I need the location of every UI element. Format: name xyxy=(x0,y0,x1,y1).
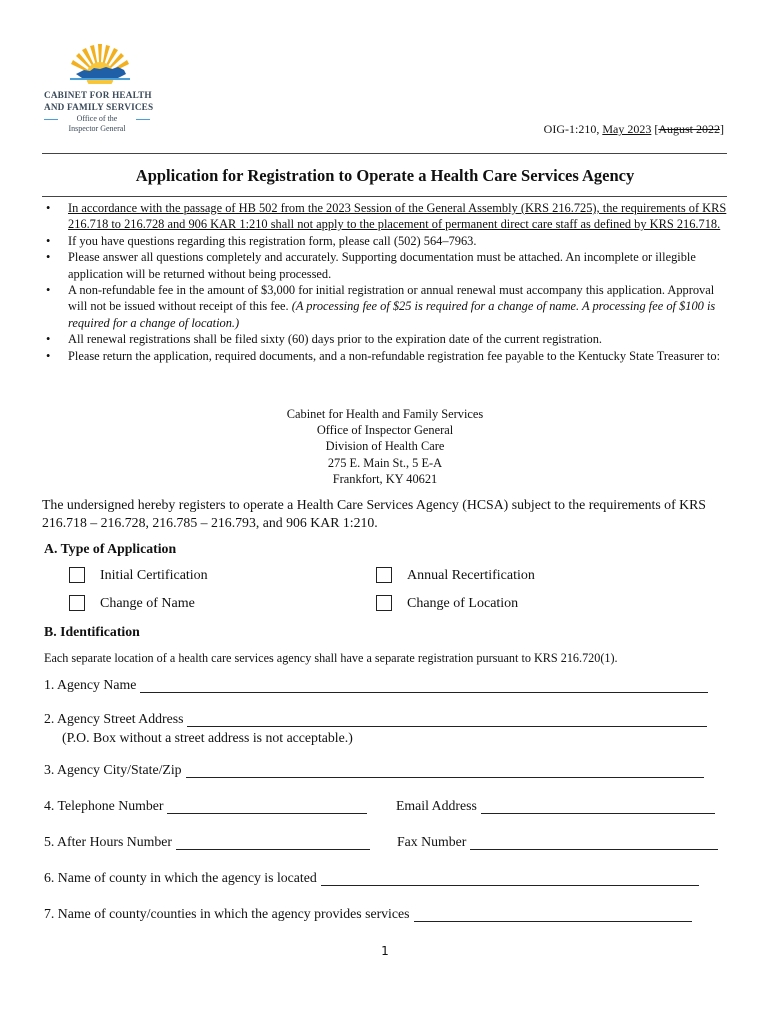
email-label: Email Address xyxy=(396,798,477,813)
contact-phone-note: If you have questions regarding this registration form, please call (502) 564–7963. xyxy=(68,233,477,248)
initial-certification-label: Initial Certification xyxy=(100,568,208,583)
initial-certification-checkbox[interactable] xyxy=(69,567,85,583)
page-number: 1 xyxy=(381,944,389,958)
list-item: • If you have questions regarding this registration form, please call (502) 564–7963. xyxy=(46,233,477,248)
email-field xyxy=(396,798,715,814)
agency-name-field xyxy=(44,677,708,693)
list-item: • All renewal registrations shall be filed sixty (60) days prior to the expiration date of the current registration. xyxy=(46,332,603,347)
agency-street-input[interactable] xyxy=(187,712,707,727)
annual-recertification-checkbox[interactable] xyxy=(376,567,392,583)
address-line: Cabinet for Health and Family Services xyxy=(286,407,484,421)
page-title: Application for Registration to Operate a Health Care Services Agency xyxy=(135,166,635,185)
processing-fee-note: (A processing fee of $25 is required for a change of name. A processing fee of $100 is required for a change of location.) xyxy=(68,299,716,330)
agency-name-input[interactable] xyxy=(140,678,708,693)
counties-served-field xyxy=(44,906,692,922)
form-id-date: May 2023 xyxy=(602,122,652,136)
telephone-field xyxy=(44,798,367,814)
address-line: Division of Health Care xyxy=(325,439,445,454)
email-input[interactable] xyxy=(481,799,715,814)
mailing-address xyxy=(0,406,770,487)
agency-name-label: 1. Agency Name xyxy=(44,677,137,692)
section-a-heading: A. Type of Application xyxy=(44,541,177,556)
po-box-note: (P.O. Box without a street address is not acceptable.) xyxy=(62,730,353,745)
fax-input[interactable] xyxy=(470,835,718,850)
county-located-label: 6. Name of county in which the agency is located xyxy=(44,870,317,885)
instructions-list xyxy=(42,200,727,364)
list-item: • Please return the application, required documents, and a non-refundable registration fee payable to the Kentucky State Treasurer to: xyxy=(46,348,721,363)
agency-city-input[interactable] xyxy=(186,763,704,778)
logo-org-line2: AND FAMILY SERVICES xyxy=(44,102,154,112)
change-of-name-label: Change of Name xyxy=(100,596,195,611)
telephone-input[interactable] xyxy=(167,799,367,814)
separate-location-note: Each separate location of a health care services agency shall have a separate registration pursuant to KRS 216.720(1). xyxy=(44,651,618,665)
header-rule xyxy=(42,153,727,154)
agency-city-label: 3. Agency City/State/Zip xyxy=(44,762,182,777)
fax-label: Fax Number xyxy=(397,834,467,849)
logo-office-line2: Inspector General xyxy=(68,124,126,133)
county-located-input[interactable] xyxy=(321,871,699,886)
fee-note: A non-refundable fee in the amount of $3,000 for initial registration or annual renewal must accompany this application. Approval will not be issued without receipt of this fee. xyxy=(68,283,715,314)
form-id-old-date: August 2022 xyxy=(658,122,720,136)
cabinet-logo xyxy=(42,40,157,135)
logo-office-line1: Office of the xyxy=(76,114,118,123)
registration-statement: The undersigned hereby registers to operate a Health Care Services Agency (HCSA) subject to the requirements of KRS 216.718 – 216.728, 216.785 – 216.793, and 906 KAR 1:210. xyxy=(42,497,706,530)
fax-field xyxy=(397,834,718,850)
counties-served-input[interactable] xyxy=(414,907,692,922)
form-id-bracket-close: ] xyxy=(720,122,724,136)
section-b-heading: B. Identification xyxy=(44,624,140,639)
telephone-label: 4. Telephone Number xyxy=(44,798,164,813)
address-line: 275 E. Main St., 5 E-A xyxy=(327,455,443,470)
agency-city-field xyxy=(44,762,704,778)
logo-org-line1: CABINET FOR HEALTH xyxy=(44,90,152,100)
form-id-prefix: OIG-1:210, xyxy=(543,122,603,136)
sun-kentucky-logo-icon xyxy=(68,40,132,84)
completeness-note: Please answer all questions completely and accurately. Supporting documentation must be attached. An incomplete or illegible application will be returned without being processed. xyxy=(68,250,696,281)
return-instructions: Please return the application, required documents, and a non-refundable registration fee payable to the Kentucky State Treasurer to: xyxy=(68,348,721,363)
form-identifier xyxy=(544,122,724,137)
hb502-notice: In accordance with the passage of HB 502 from the 2023 Session of the General Assembly (KRS 216.725), the requirements of KRS 216.718 to 216.728 and 906 KAR 1:210 shall not apply to the placement of permanent direct care staff as defined by KRS 216.718. xyxy=(68,201,727,232)
after-hours-field xyxy=(44,834,370,850)
agency-street-field xyxy=(44,711,707,727)
agency-street-label: 2. Agency Street Address xyxy=(44,711,184,726)
after-hours-input[interactable] xyxy=(176,835,370,850)
renewal-note: All renewal registrations shall be filed sixty (60) days prior to the expiration date of the current registration. xyxy=(68,332,603,347)
change-of-location-checkbox[interactable] xyxy=(376,595,392,611)
form-id-bracket-open: [ xyxy=(651,122,659,136)
list-item: • A non-refundable fee in the amount of $3,000 for initial registration or annual renewal must accompany this application. Approval will not be issued without receipt of this fee. (A processing fee of $25 is required for a change of name. A processing fee of $100 is required for a change of location.) xyxy=(46,283,716,330)
change-of-location-label: Change of Location xyxy=(407,596,519,611)
counties-served-label: 7. Name of county/counties in which the agency provides services xyxy=(44,906,410,921)
change-of-name-checkbox[interactable] xyxy=(69,595,85,611)
county-located-field xyxy=(44,870,699,886)
annual-recertification-label: Annual Recertification xyxy=(407,568,535,583)
list-item: • Please answer all questions completely and accurately. Supporting documentation must be attached. An incomplete or illegible application will be returned without being processed. xyxy=(46,250,696,281)
after-hours-label: 5. After Hours Number xyxy=(44,834,172,849)
list-item: • In accordance with the passage of HB 502 from the 2023 Session of the General Assembly (KRS 216.725), the requirements of KRS 216.718 to 216.728 and 906 KAR 1:210 shall not apply to the placement of permanent direct care staff as defined by KRS 216.718. xyxy=(46,201,727,232)
address-line: Office of Inspector General xyxy=(316,423,454,438)
title-rule xyxy=(42,196,727,197)
address-line: Frankfort, KY 40621 xyxy=(332,471,438,486)
